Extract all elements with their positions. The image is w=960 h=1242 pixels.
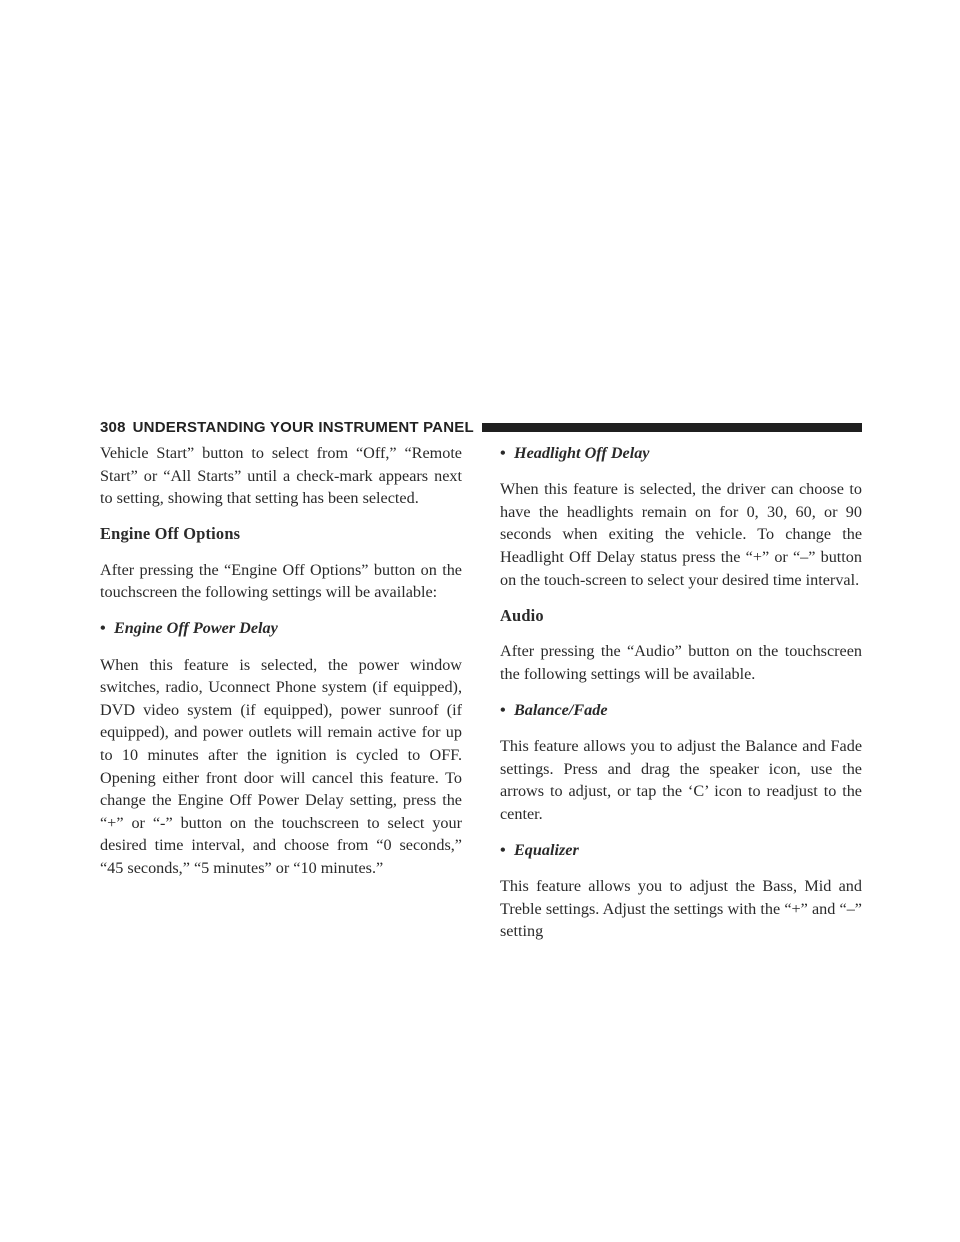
bullet-dot: • [100, 619, 106, 638]
paragraph-engine-off-power-delay: When this feature is selected, the power window switches, radio, Uconnect Phone system (if equipped), DVD video system (if equipped), power sunroof (if equipped), and power outlets will remain active for up to 10 minutes after the ignition is cycled to OFF. Opening either front door will cancel this feature. To change the Engine Off Power Delay setting, press the “+” or “-” button on the touchscreen to select your desired time interval, and choose from “0 seconds,” “45 seconds,” “5 minutes” or “10 minutes.” [100, 655, 462, 877]
heading-engine-off-options: Engine Off Options [100, 524, 241, 544]
paragraph-headlight-off-delay: When this feature is selected, the driver can choose to have the headlights remain on for 0, 30, 60, or 90 seconds when exiting the vehicle. To change the Headlight Off Delay status press the “+” or “–” button on the touch-screen to select your desired time interval. [500, 480, 862, 589]
bullet-label: Balance/Fade [514, 700, 608, 719]
paragraph-vehicle-start: Vehicle Start” button to select from “Off,” “Remote Start” or “All Starts” until a check-mark appears next to setting, showing that setting has been selected. [100, 444, 462, 508]
heading-audio: Audio [500, 605, 544, 625]
bullet-label: Engine Off Power Delay [114, 619, 278, 638]
page-header [100, 416, 862, 438]
paragraph-engine-off-intro: After pressing the “Engine Off Options” button on the touchscreen the following settings will be available: [100, 560, 462, 602]
bullet-equalizer [500, 839, 862, 862]
bullet-dot: • [500, 700, 506, 719]
paragraph-audio-intro: After pressing the “Audio” button on the touchscreen the following settings will be available. [500, 641, 862, 683]
bullet-engine-off-power-delay [100, 617, 462, 640]
right-column [500, 442, 862, 956]
header-rule-bar [482, 423, 862, 432]
section-title: UNDERSTANDING YOUR INSTRUMENT PANEL [132, 418, 474, 436]
paragraph-equalizer: This feature allows you to adjust the Bass, Mid and Treble settings. Adjust the settings with the “+” and “–” setting [500, 877, 862, 941]
bullet-label: Headlight Off Delay [514, 444, 650, 462]
bullet-dot: • [500, 840, 506, 859]
bullet-headlight-off-delay [500, 442, 862, 465]
left-column [100, 442, 462, 893]
paragraph-balance-fade: This feature allows you to adjust the Balance and Fade settings. Press and drag the speaker icon, use the arrows to adjust, or tap the ‘C’ icon to readjust to the center. [500, 736, 862, 823]
bullet-label: Equalizer [514, 840, 579, 859]
bullet-dot: • [500, 444, 506, 462]
page-number: 308 [100, 418, 126, 436]
bullet-balance-fade [500, 699, 862, 722]
